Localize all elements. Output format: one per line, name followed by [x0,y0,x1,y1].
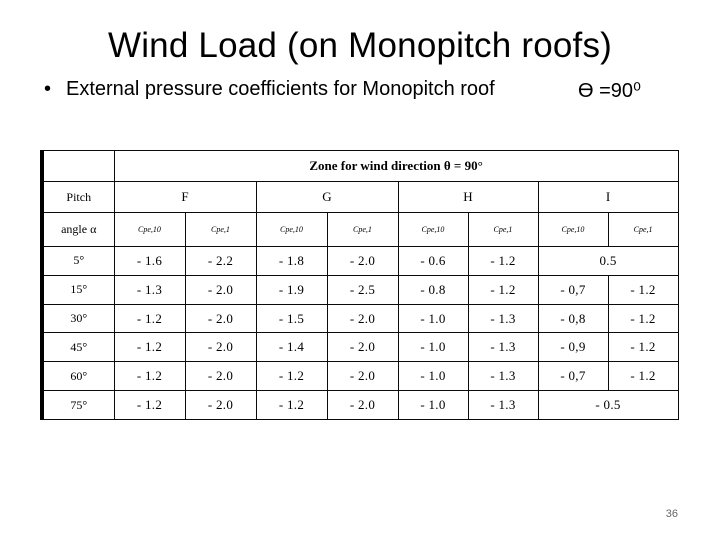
value-cell: - 1.2 [608,333,678,362]
value-cell: - 2.0 [327,304,398,333]
header-corner [42,151,114,182]
pressure-coefficient-table-image [40,150,676,420]
zone-i-header: I [538,182,678,213]
value-cell: - 1.2 [608,362,678,391]
value-cell: - 2.2 [185,247,256,276]
subheader-cell: Cpe,1 [185,213,256,247]
value-cell: - 1.2 [608,304,678,333]
pitch-label: Pitch [42,182,114,213]
pitch-cell: 60° [42,362,114,391]
value-cell: - 1.0 [398,304,468,333]
value-cell: - 2.5 [327,275,398,304]
value-cell: - 0.8 [398,275,468,304]
value-cell: - 2.0 [185,391,256,420]
table-row [42,362,678,391]
value-cell: - 1.3 [468,362,538,391]
table-row [42,333,678,362]
pitch-cell: 15° [42,275,114,304]
value-cell: - 2.0 [327,391,398,420]
pitch-cell: 30° [42,304,114,333]
value-cell: - 1.2 [256,391,327,420]
zone-h-header: H [398,182,538,213]
bullet-line [44,78,642,102]
value-cell: - 2.0 [185,275,256,304]
table-row [42,304,678,333]
subheader-cell: Cpe,10 [538,213,608,247]
value-cell: - 1.3 [468,304,538,333]
value-cell: - 2.0 [185,362,256,391]
subheader-cell: Cpe,1 [327,213,398,247]
value-cell: - 1.0 [398,391,468,420]
zone-header: Zone for wind direction θ = 90° [114,151,678,182]
table-row [42,247,678,276]
value-cell: - 1.6 [114,247,185,276]
subheader-cell: Cpe,10 [256,213,327,247]
pressure-coefficient-table [40,150,679,420]
value-cell: - 1.0 [398,362,468,391]
value-cell: - 1.2 [114,304,185,333]
value-cell: - 0,7 [538,362,608,391]
pitch-cell: 45° [42,333,114,362]
value-cell: - 1.2 [468,275,538,304]
value-cell: - 1.2 [114,391,185,420]
value-cell: - 0.6 [398,247,468,276]
value-cell: - 2.0 [327,333,398,362]
value-cell: - 2.0 [185,304,256,333]
value-cell-merged: - 0.5 [538,391,678,420]
value-cell: - 1.9 [256,275,327,304]
subheader-cell: Cpe,1 [608,213,678,247]
value-cell: - 1.4 [256,333,327,362]
bullet-icon: • [44,78,52,100]
value-cell: - 2.0 [327,362,398,391]
subheader-cell: Cpe,10 [398,213,468,247]
theta-note: Ɵ =90⁰ [578,80,642,102]
zone-f-header: F [114,182,256,213]
table-row [42,275,678,304]
value-cell: - 0,9 [538,333,608,362]
value-cell: - 0,8 [538,304,608,333]
subheader-cell: Cpe,1 [468,213,538,247]
value-cell: - 1.0 [398,333,468,362]
zone-g-header: G [256,182,398,213]
pitch-cell: 5° [42,247,114,276]
value-cell: - 1.3 [468,333,538,362]
value-cell-merged: 0.5 [538,247,678,276]
pitch-cell: 75° [42,391,114,420]
value-cell: - 1.2 [114,362,185,391]
angle-label: angle α [42,213,114,247]
value-cell: - 1.8 [256,247,327,276]
value-cell: - 2.0 [185,333,256,362]
value-cell: - 1.3 [468,391,538,420]
table-row [42,391,678,420]
value-cell: - 1.2 [468,247,538,276]
subheader-cell: Cpe,10 [114,213,185,247]
page-number: 36 [665,508,678,520]
slide-title: Wind Load (on Monopitch roofs) [107,26,613,65]
value-cell: - 2.0 [327,247,398,276]
value-cell: - 1.2 [256,362,327,391]
value-cell: - 1.2 [608,275,678,304]
value-cell: - 1.3 [114,275,185,304]
value-cell: - 1.2 [114,333,185,362]
value-cell: - 1.5 [256,304,327,333]
value-cell: - 0,7 [538,275,608,304]
bullet-text: External pressure coefficients for Monopitch roof [66,78,495,100]
